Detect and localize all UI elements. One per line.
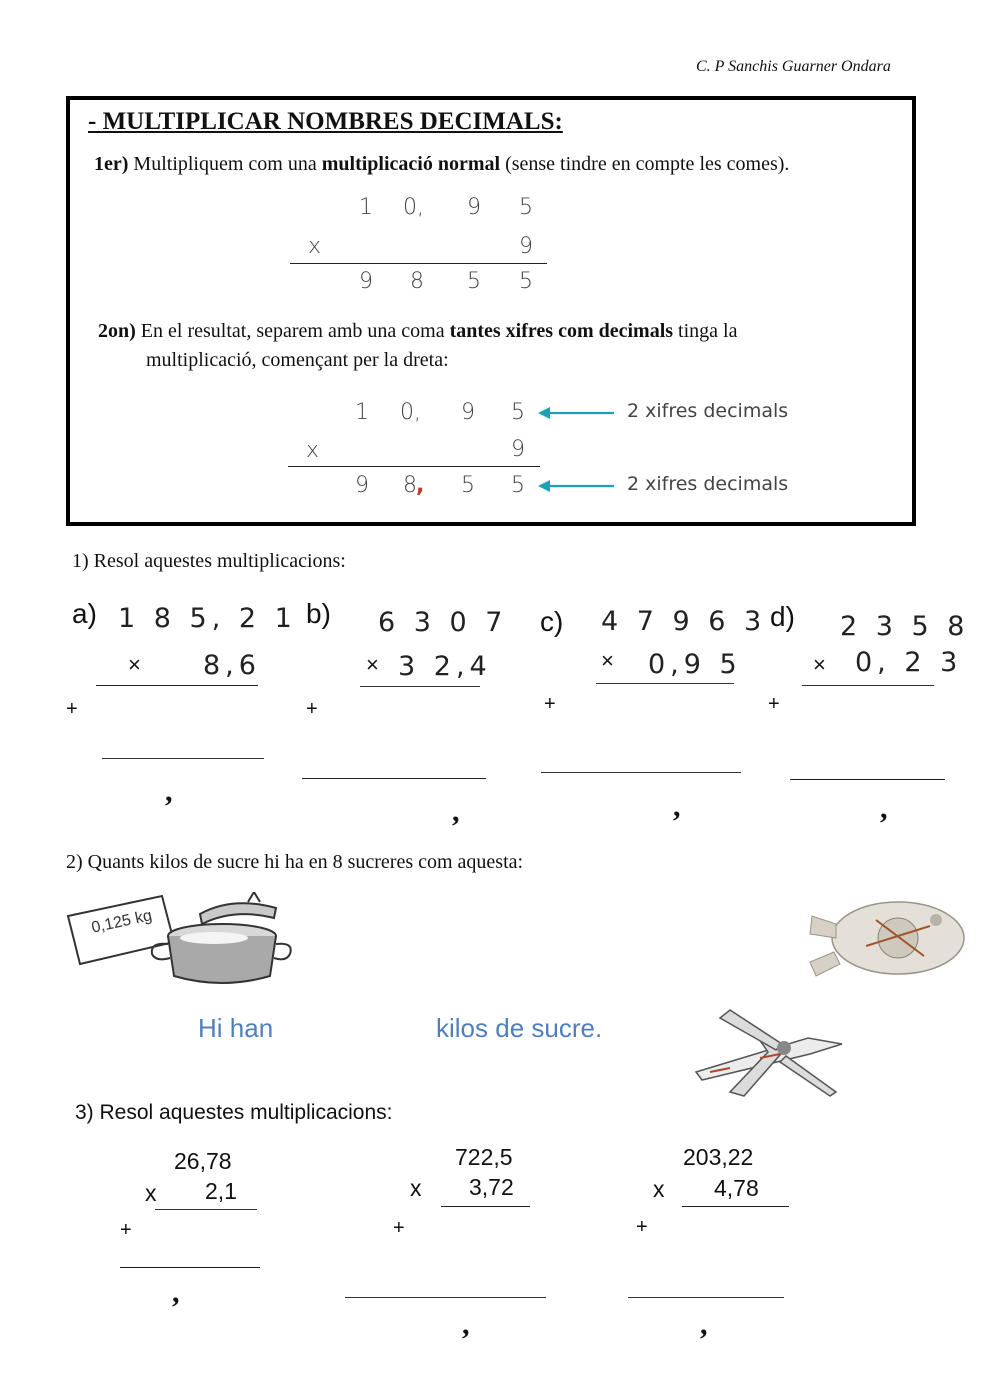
step1-text: 1er) Multipliquem com una multiplicació normal (sense tindre en compte les comes). — [94, 153, 790, 175]
ex1-digit: 5 — [519, 195, 533, 220]
multiplier: 3,72 — [469, 1174, 514, 1200]
product-line — [441, 1206, 530, 1207]
multiplier: 3 2,4 — [398, 651, 492, 682]
plus-sign: + — [306, 698, 318, 720]
times-sign: × — [601, 648, 614, 673]
answer-line[interactable] — [302, 778, 486, 779]
decimal-comma: , — [172, 1276, 180, 1309]
plus-sign: + — [544, 693, 556, 715]
decimal-comma: , — [673, 790, 681, 823]
ex2-digit: 8 — [403, 473, 417, 498]
ex2-digit: 9 — [511, 437, 525, 462]
ex1-times: x — [308, 234, 322, 259]
multiplier: 2,1 — [205, 1178, 237, 1204]
school-header: C. P Sanchis Guarner Ondara — [696, 58, 891, 75]
multiplicand: 1 8 5, 2 1 — [118, 603, 297, 634]
multiplier: 8,6 — [203, 650, 261, 681]
sugar-bowl-illustration — [62, 892, 292, 992]
answer-line[interactable] — [102, 758, 264, 759]
answer-prefix: Hi han — [198, 1013, 274, 1043]
exercise2-title: 2) Quants kilos de sucre hi ha en 8 sucreres com aquesta: — [66, 851, 524, 873]
multiplicand: 2 3 5 8 — [840, 611, 970, 642]
answer-line[interactable] — [628, 1297, 784, 1298]
multiplier: 0, 2 3 — [855, 647, 963, 678]
times-sign: x — [653, 1176, 665, 1202]
exercise-letter: b) — [306, 598, 331, 629]
ex2-digit: 5 — [511, 473, 525, 498]
multiplicand: 4 7 9 6 3 — [601, 606, 767, 637]
weight-label: 0,125 kg — [90, 907, 154, 937]
plus-sign: + — [393, 1217, 405, 1239]
exercise3-title: 3) Resol aquestes multiplicacions: — [75, 1101, 393, 1124]
product-line — [155, 1209, 257, 1210]
plus-sign: + — [66, 698, 78, 720]
xwing-illustration — [690, 996, 850, 1106]
arrow-left-icon — [538, 404, 618, 422]
ex1-digit: 1 — [359, 195, 373, 220]
decimals-note: 2 xifres decimals — [627, 400, 789, 422]
ex1-digit: 9 — [467, 195, 481, 220]
ex2-digit: 5 — [511, 400, 525, 425]
decimals-note: 2 xifres decimals — [627, 473, 789, 495]
times-sign: × — [813, 652, 826, 677]
exercise-letter: c) — [540, 606, 564, 637]
ex2-digit: 5 — [461, 473, 475, 498]
answer-line[interactable] — [345, 1297, 546, 1298]
exercise1-title: 1) Resol aquestes multiplicacions: — [72, 550, 346, 572]
ex1-digit: 0, — [403, 195, 424, 220]
multiplicand: 722,5 — [455, 1144, 513, 1170]
ex1-digit: 5 — [519, 269, 533, 294]
ex2-line — [288, 466, 540, 467]
answer-line[interactable] — [541, 772, 741, 773]
times-sign: x — [145, 1180, 157, 1206]
plus-sign: + — [120, 1219, 132, 1241]
theory-title: - MULTIPLICAR NOMBRES DECIMALS: — [88, 108, 563, 135]
multiplicand: 6 3 0 7 — [378, 607, 508, 638]
ex2-digit: 0, — [400, 400, 421, 425]
decimal-comma: , — [452, 795, 460, 828]
times-sign: × — [366, 652, 379, 677]
ex2-digit: 1 — [355, 400, 369, 425]
ex1-digit: 9 — [519, 234, 533, 259]
arrow-left-icon — [538, 477, 618, 495]
ex1-line — [290, 263, 547, 264]
multiplicand: 26,78 — [174, 1148, 232, 1174]
answer-suffix: kilos de sucre. — [436, 1013, 603, 1043]
decimal-comma: , — [462, 1308, 470, 1341]
answer-line[interactable] — [790, 779, 945, 780]
product-line — [596, 683, 734, 684]
decimal-comma: , — [165, 775, 173, 808]
multiplicand: 203,22 — [683, 1144, 754, 1170]
product-line — [802, 685, 934, 686]
decimal-comma: , — [880, 792, 888, 825]
product-line — [360, 686, 480, 687]
exercise-letter: a) — [72, 598, 97, 629]
ex2-digit: 9 — [461, 400, 475, 425]
ex2-times: x — [306, 438, 320, 463]
ex2-red-comma: , — [416, 473, 425, 498]
ex1-digit: 9 — [359, 269, 373, 294]
decimal-comma: , — [700, 1308, 708, 1341]
ex2-digit: 9 — [355, 473, 369, 498]
ex1-digit: 8 — [410, 269, 424, 294]
step2-text-line2: multiplicació, començant per la dreta: — [146, 349, 449, 371]
times-sign: x — [410, 1175, 422, 1201]
product-line — [96, 685, 258, 686]
multiplier: 0,9 5 — [648, 649, 742, 680]
answer-line[interactable] — [120, 1267, 260, 1268]
exercise-letter: d) — [770, 601, 795, 632]
multiplier: 4,78 — [714, 1175, 759, 1201]
spaceship-illustration — [806, 876, 970, 990]
step2-text: 2on) En el resultat, separem amb una coma tantes xifres com decimals tinga la — [98, 320, 738, 342]
plus-sign: + — [636, 1216, 648, 1238]
times-sign: × — [128, 652, 141, 677]
plus-sign: + — [768, 693, 780, 715]
product-line — [682, 1206, 789, 1207]
ex1-digit: 5 — [467, 269, 481, 294]
